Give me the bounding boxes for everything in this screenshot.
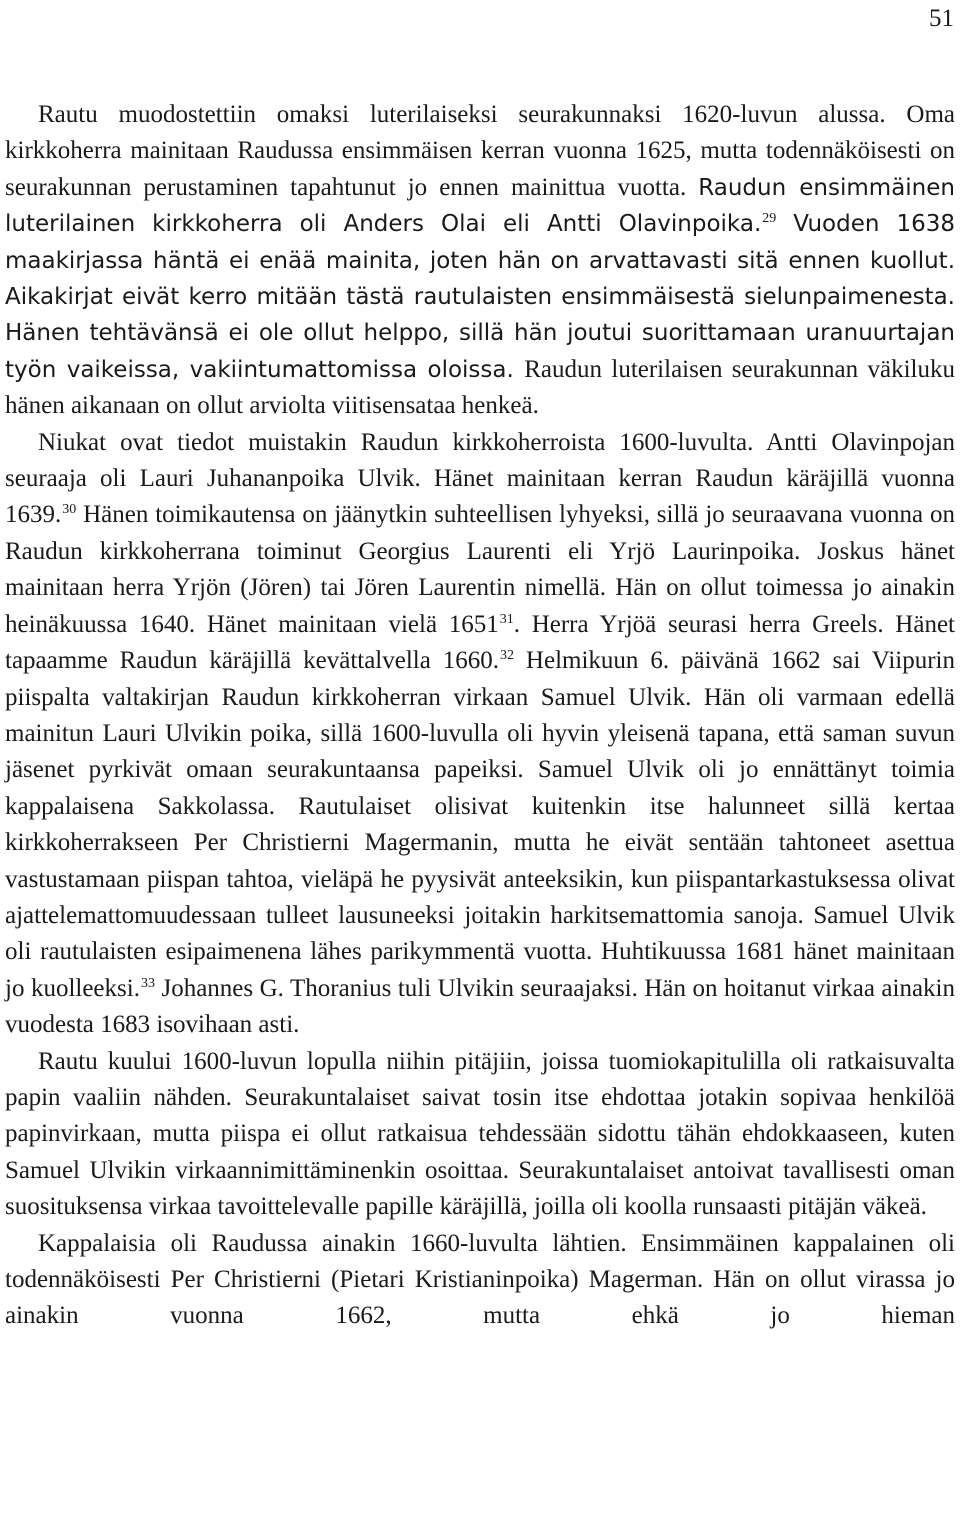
paragraph-text: Helmikuun 6. päivänä 1662 sai Viipurin piispalta valtakirjan Raudun kirkkoherran virkaan Samuel Ulvik. Hän oli varmaan edellä mainitun Lauri Ulvikin poika, sillä 1600-luvulla oli hyvin yleisenä tapana, että saman suvun jäsenet pyrkivät omaan seurakuntaansa papeiksi. Samuel Ulvik oli jo ennättänyt toimia kappalaisena Sakkolassa. Rautulaiset olisivat kuitenkin itse halunneet sillä kertaa kirkkoherrakseen Per Christierni Magermanin, mutta he eivät sentään tahtoneet asettua vastustamaan piispan tahtoa, vieläpä he pyysivät anteeksikin, kun piispantarkastuksessa olivat ajattelemattomuudessaan tulleet lausuneeksi joitakin harkitsemattomia sanoja. Samuel Ulvik oli rautulaisten esipaimenena lähes parikymmentä vuotta. Huhtikuussa 1681 hänet mainitaan jo kuolleeksi. [5, 647, 955, 1002]
paragraph-text: Johannes G. Thoranius tuli Ulvikin seuraajaksi. Hän on hoitanut virkaa ainakin vuodesta 1683 isovihaan asti. [5, 974, 955, 1039]
paragraph-text: . Herra Yrjöä seurasi herra Greels. Hänet tapaamme Raudun käräjillä kevättalvella 1660. [5, 610, 955, 675]
body-text [5, 97, 955, 1371]
paragraph-text: Rautu muodostettiin omaksi luterilaiseksi seurakunnaksi 1620-luvun alussa. Oma kirkkoherra mainitaan Raudussa ensimmäisen kerran vuonna 1625, mutta todennäköisesti on seurakunnan perustaminen tapahtunut jo ennen mainittua vuotta. [5, 101, 955, 201]
paragraph-text: Raudun ensimmäinen luterilainen kirkkoherra oli Anders Olai eli Antti Olavinpoika. [5, 174, 955, 238]
footnote-marker: 29 [762, 211, 777, 227]
footnote-marker: 30 [62, 502, 77, 518]
footnote-marker: 31 [499, 611, 514, 627]
footnote-marker: 32 [500, 648, 515, 664]
paragraph-text: Kappalaisia oli Raudussa ainakin 1660-luvulta lähtien. Ensimmäinen kappalainen oli todennäköisesti Per Christierni (Pietari Kristianinpoika) Magerman. Hän on ollut virassa jo ainakin vuonna 1662, mutta ehkä jo hieman [5, 1229, 955, 1330]
footnote-marker: 33 [140, 975, 155, 991]
page-number: 51 [929, 5, 954, 32]
paragraph-text: Rautu kuului 1600-luvun lopulla niihin pitäjiin, joissa tuomiokapitulilla oli ratkaisuvalta papin vaaliin nähden. Seurakuntalaiset saivat tosin itse ehdottaa jotakin sopivaa henkilöä papinvirkaan, mutta piispa ei ollut ratkaisua tehdessään sidottu tähän ehdokkaaseen, kuten Samuel Ulvikin virkaannimittäminenkin osoittaa. Seurakuntalaiset antoivat tavallisesti oman suosituksensa virkaa tavoittelevalle papille käräjillä, joilla oli koolla runsaasti pitäjän väkeä. [5, 1047, 955, 1221]
paragraph-text: Hänen toimikautensa on jäänytkin suhteellisen lyhyeksi, sillä jo seuraavana vuonna on Raudun kirkkoherrana toiminut Georgius Laurenti eli Yrjö Laurinpoika. Joskus hänet mainitaan herra Yrjön (Jören) tai Jören Laurentin nimellä. Hän on ollut toimessa jo ainakin heinäkuussa 1640. Hänet mainitaan vielä 1651 [5, 501, 955, 638]
paragraph-text: Raudun luterilaisen seurakunnan väkiluku hänen aikanaan on ollut arviolta viitisensataa henkeä. [5, 355, 955, 420]
paragraph [5, 425, 955, 1044]
paragraph [5, 97, 955, 425]
paragraph-text: Vuoden 1638 maakirjassa häntä ei enää mainita, joten hän on arvattavasti sitä ennen kuollut. Aikakirjat eivät kerro mitään tästä rautulaisten ensimmäisestä sielunpaimenesta. Hänen tehtävänsä ei ole ollut helppo, sillä hän joutui suorittamaan uranuurtajan työn vaikeissa, vakiintumattomissa oloissa. [5, 211, 955, 383]
paragraph [5, 1044, 955, 1226]
paragraph [5, 1226, 955, 1372]
paragraph-text: Niukat ovat tiedot muistakin Raudun kirkkoherroista 1600-luvulta. Antti Olavinpojan seuraaja oli Lauri Juhananpoika Ulvik. Hänet mainitaan kerran Raudun käräjillä vuonna 1639. [5, 428, 955, 529]
